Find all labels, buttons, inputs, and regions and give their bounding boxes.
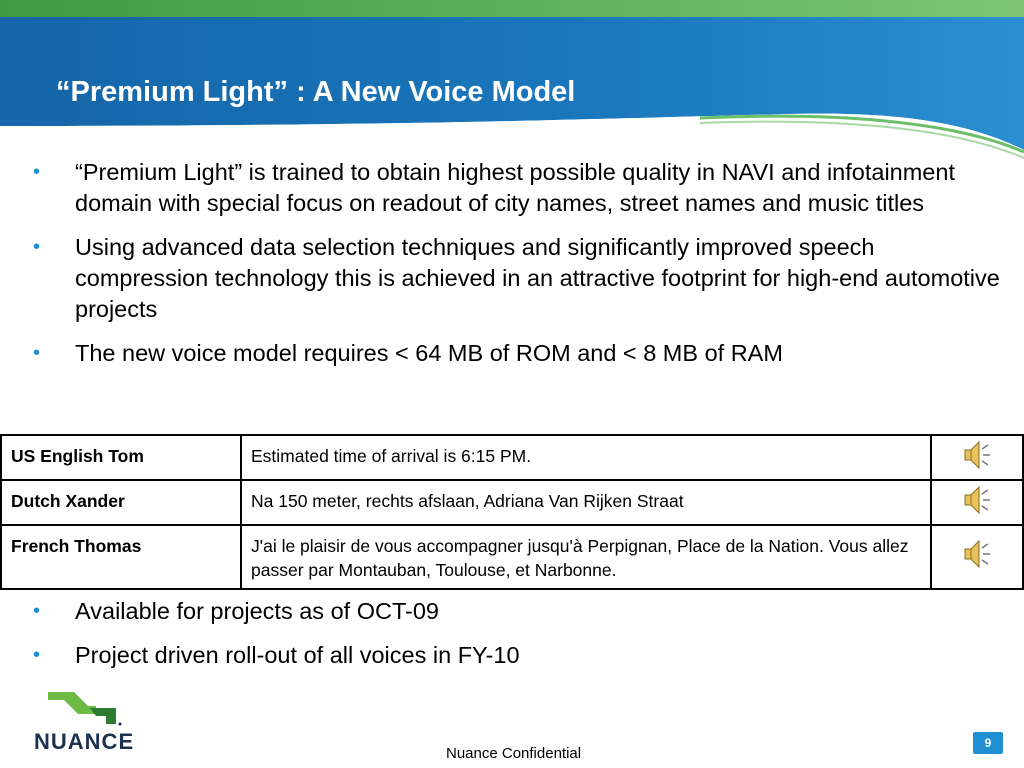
top-bullet-list [0,157,1000,382]
speaker-icon[interactable] [962,538,992,570]
speaker-icon[interactable] [962,439,992,471]
table-row [1,480,1023,525]
bullet-dot: • [33,342,41,364]
footer-confidential: Nuance Confidential [446,745,582,762]
nuance-logo-icon [34,690,129,730]
voice-name: French Thomas [1,525,241,589]
bottom-bullet-list [0,596,1000,684]
voice-name: Dutch Xander [1,480,241,525]
bullet-text: Using advanced data selection techniques and significantly improved speech compression technology this is achieved in an attractive footprint for high-end automotive projects [75,234,1000,322]
speaker-icon[interactable] [962,484,992,516]
bullet-item [0,232,1000,325]
sample-phrase: Estimated time of arrival is 6:15 PM. [241,435,931,480]
table-row [1,525,1023,589]
bullet-item [0,338,1000,369]
audio-cell [931,435,1023,480]
bullet-text: Project driven roll-out of all voices in FY-10 [75,642,520,668]
sample-phrase: Na 150 meter, rechts afslaan, Adriana Van Rijken Straat [241,480,931,525]
table-row [1,435,1023,480]
bullet-dot: • [33,600,41,622]
bullet-item [0,157,1000,219]
page-number-badge: 9 [973,732,1003,754]
bullet-item [0,640,1000,671]
voice-name: US English Tom [1,435,241,480]
bullet-dot: • [33,161,41,183]
slide-title: “Premium Light” : A New Voice Model [56,76,576,108]
bullet-dot: • [33,236,41,258]
sample-phrase: J'ai le plaisir de vous accompagner jusqu'à Perpignan, Place de la Nation. Vous allez passer par Montauban, Toulouse, et Narbonne. [241,525,931,589]
bullet-text: Available for projects as of OCT-09 [75,598,439,624]
bullet-dot: • [33,644,41,666]
audio-cell [931,480,1023,525]
nuance-logo-text: NUANCE [34,729,135,754]
bullet-item [0,596,1000,627]
bullet-text: “Premium Light” is trained to obtain highest possible quality in NAVI and infotainment domain with special focus on readout of city names, street names and music titles [75,159,955,216]
bullet-text: The new voice model requires < 64 MB of ROM and < 8 MB of RAM [75,340,783,366]
voice-samples-table [0,434,1024,590]
audio-cell [931,525,1023,589]
